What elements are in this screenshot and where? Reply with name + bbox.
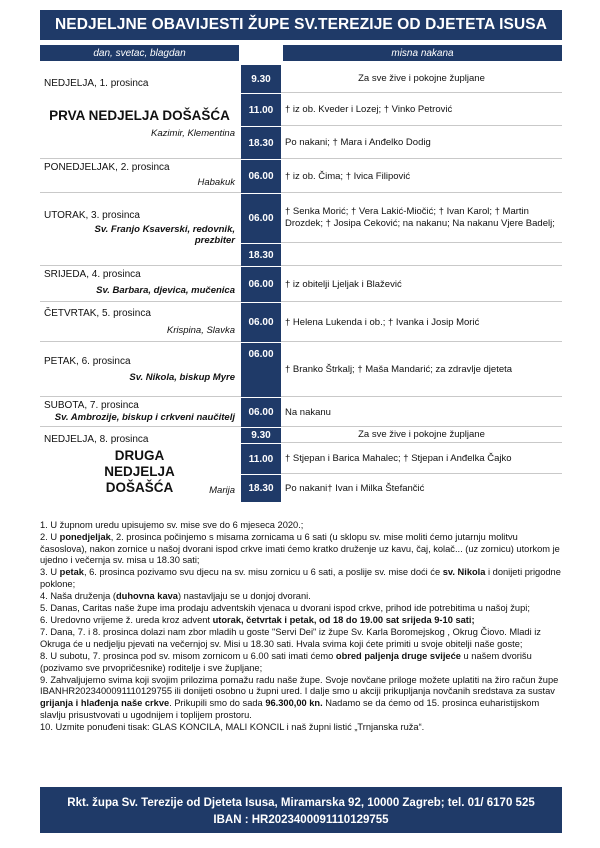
day-info <box>40 159 239 192</box>
day-name: NEDJELJA, 8. prosinca <box>44 434 149 445</box>
mass-slot <box>241 397 562 427</box>
day-info <box>40 427 239 502</box>
notice-text: utorak, četvrtak i petak, od 18 do 19.00 sat srijeda 9-10 sati; <box>212 615 475 626</box>
notice-text: grijanja i hlađenja naše crkve <box>40 697 170 708</box>
notice-text: 10. Uzmite ponuđeni tisak: GLAS KONCILA, MALI KONCIL i naš župni listić „Trnjanska ruža“. <box>40 721 425 732</box>
notice-item <box>40 627 562 650</box>
mass-slot <box>241 64 562 93</box>
notice-text: petak <box>59 567 84 578</box>
day-name: ČETVRTAK, 5. prosinca <box>44 308 151 319</box>
mass-slot <box>241 443 562 474</box>
column-header-day: dan, svetac, blagdan <box>40 45 239 61</box>
saint-name: Krispina, Slavka <box>166 325 235 336</box>
saint-name: Habakuk <box>197 177 235 188</box>
day-row <box>40 302 562 342</box>
mass-slot <box>241 193 562 243</box>
mass-time: 06.00 <box>241 160 281 193</box>
mass-intention: † Senka Morić; † Vera Lakić-Miočić; † Ivan Karol; † Martin Drozdek; † Josipa Ceković; na nakanu; Na nakanu Vjere Badelj; <box>281 194 562 243</box>
mass-time: 11.00 <box>241 444 281 474</box>
mass-time: 9.30 <box>241 428 281 443</box>
mass-intention: † Stjepan i Barica Mahalec; † Stjepan i Anđelka Čajko <box>281 444 562 474</box>
mass-intention: Za sve žive i pokojne župljane <box>281 65 562 93</box>
notice-text: sv. Nikola <box>442 567 486 578</box>
mass-slots <box>241 159 562 192</box>
footer-iban: IBAN : HR2023400091110129755 <box>213 814 389 826</box>
notice-text: , 2. prosinca počinjemo s misama zornicama u 6 sati (u sklopu sv. mise moliti ćemo jutarnju molitvu časoslova), nakon zornice u našoj dvorani ispod crkve imati ćemo kratko druženje uz kavu, čaj, kolač... (uz zornicu) utorkom je ujedno i večernja sv. misa u 18.30 sati; <box>40 532 560 566</box>
notice-text: , 6. prosinca pozivamo svu djecu na sv. misu zornicu u 6 sati, a poslije sv. mise doći će <box>83 567 443 578</box>
notice-text: u našem dvorišu (pozivamo sve prvopričesnike) roditelje i sve župljane; <box>40 651 532 673</box>
notice-text: 3. U <box>40 567 60 578</box>
notice-text: obred paljenja druge svijeće <box>335 651 461 662</box>
notice-text: 2. U <box>40 532 60 543</box>
mass-slots <box>241 397 562 426</box>
notice-text: . Prikupili smo do sada <box>169 697 266 708</box>
day-row <box>40 342 562 397</box>
mass-slot <box>241 159 562 193</box>
day-info <box>40 302 239 341</box>
mass-intention: Po nakani† Ivan i Milka Štefančić <box>285 482 425 494</box>
footer <box>40 787 562 833</box>
mass-slot <box>241 342 562 397</box>
day-row <box>40 159 562 193</box>
day-info <box>40 64 239 158</box>
mass-intention: Na nakanu <box>285 406 331 418</box>
day-name: SUBOTA, 7. prosinca <box>44 400 139 411</box>
notice-text: ) nastavljaju se u donjoj dvorani. <box>177 591 311 602</box>
saint-name: Sv. Ambrozije, biskup i crkveni naučitelj <box>54 412 235 423</box>
saint-name: Marija <box>209 485 235 496</box>
notice-text: 1. U župnom uredu upisujemo sv. mise sve do 6 mjeseca 2020.; <box>40 520 304 530</box>
notice-item <box>40 532 562 567</box>
mass-slot <box>241 474 562 502</box>
notice-text: 96.300,00 kn. <box>265 697 323 708</box>
day-row <box>40 266 562 302</box>
notice-text: 5. Danas, Caritas naše župe ima prodaju adventskih vjenaca u dvorani ispod crkve, prihod ide potrebitima u našoj župi; <box>40 603 530 614</box>
day-row <box>40 64 562 159</box>
notice-text: i donijeti prigodne poklone; <box>40 567 561 589</box>
notice-text: 8. U subotu, 7. prosinca pod sv. misom zornicom u 6.00 sati imati ćemo <box>40 651 336 662</box>
mass-slot <box>241 302 562 342</box>
saint-name: Kazimir, Klementina <box>151 128 235 139</box>
saint-name: Sv. Barbara, djevica, mučenica <box>96 285 235 296</box>
mass-slots <box>241 342 562 396</box>
day-row <box>40 427 562 502</box>
mass-intention: † iz ob. Kveder i Lozej; † Vinko Petrović <box>281 94 562 126</box>
day-info <box>40 397 239 426</box>
day-name: PONEDJELJAK, 2. prosinca <box>44 162 170 173</box>
notice-text: 4. Naša druženja ( <box>40 591 116 602</box>
mass-time: 06.00 <box>241 267 281 302</box>
mass-slot <box>241 93 562 126</box>
mass-slots <box>241 427 562 502</box>
saint-name: Sv. Franjo Ksaverski, redovnik, prezbiter <box>94 224 235 246</box>
mass-time: 18.30 <box>241 244 281 266</box>
notice-item <box>40 615 562 627</box>
page-title: NEDJELJNE OBAVIJESTI ŽUPE SV.TEREZIJE OD DJETETA ISUSA <box>40 10 562 40</box>
notices-list <box>40 520 562 734</box>
notice-text: 6. Uredovno vrijeme ž. ureda kroz advent <box>40 615 213 626</box>
mass-time: 06.00 <box>241 343 281 397</box>
mass-slots <box>241 64 562 158</box>
notice-item <box>40 651 562 674</box>
feast-title: PRVA NEDJELJA DOŠAŠĆA <box>49 108 230 123</box>
mass-intention: Za sve žive i pokojne župljane <box>281 428 562 443</box>
notice-item <box>40 591 562 603</box>
notice-item <box>40 675 562 721</box>
day-name: UTORAK, 3. prosinca <box>44 210 140 221</box>
notice-item <box>40 722 562 734</box>
mass-time: 06.00 <box>241 303 281 342</box>
notice-text: 7. Dana, 7. i 8. prosinca dolazi nam zbor mladih u goste "Servi Dei" iz župe Sv. Karla Boromejskog , Okrug Čiovo. Mladi iz Okruga će u nedjelju pjevati na večernjoj sv. Misi u 18.30 sati. Hvala svima koji ćete primiti u svoje obitelji naše goste; <box>40 627 541 649</box>
day-info <box>40 342 239 396</box>
day-row <box>40 193 562 266</box>
notice-text: duhovna kava <box>115 591 178 602</box>
mass-slots <box>241 302 562 341</box>
mass-intention: † iz obitelji Ljeljak i Blažević <box>285 278 402 290</box>
mass-time: 18.30 <box>241 475 281 502</box>
mass-time: 06.00 <box>241 398 281 427</box>
day-info <box>40 193 239 265</box>
notice-item <box>40 520 562 532</box>
mass-intention <box>281 244 562 266</box>
mass-time: 9.30 <box>241 65 281 93</box>
day-name: SRIJEDA, 4. prosinca <box>44 269 141 280</box>
mass-slot <box>241 243 562 266</box>
notice-text: ponedjeljak <box>59 532 111 543</box>
mass-slots <box>241 266 562 301</box>
mass-intention: Po nakani; † Mara i Anđelko Dodig <box>285 137 431 148</box>
feast-title: DRUGA NEDJELJA DOŠAŠĆA <box>104 448 175 495</box>
mass-slots <box>241 193 562 265</box>
footer-address: Rkt. župa Sv. Terezije od Djeteta Isusa, Miramarska 92, 10000 Zagreb; tel. 01/ 6170 525 <box>67 797 535 809</box>
saint-name: Sv. Nikola, biskup Myre <box>129 372 235 383</box>
column-header-intention: misna nakana <box>283 45 562 61</box>
notice-text: 9. Zahvaljujemo svima koji svojim prilozima pomažu radu naše župe. Svoje novčane priloge možete uplatiti na žiro račun župe IBANHR2023400091110129755 ili donijeti osobno u župni ured. I dalje smo u akciji prikupljanja novčanih sredstava za sustav <box>40 674 559 697</box>
mass-intention: † iz ob. Čima; † Ivica Filipović <box>285 170 411 182</box>
mass-intention: † Helena Lukenda i ob.; † Ivanka i Josip Morić <box>285 316 480 328</box>
mass-slot <box>241 126 562 159</box>
day-name: NEDJELJA, 1. prosinca <box>44 78 149 89</box>
day-name: PETAK, 6. prosinca <box>44 356 131 367</box>
mass-time: 06.00 <box>241 194 281 243</box>
day-info <box>40 266 239 301</box>
mass-slot <box>241 266 562 302</box>
mass-intention: † Branko Štrkalj; † Maša Mandarić; za zdravlje djeteta <box>285 364 513 375</box>
day-row <box>40 397 562 427</box>
mass-schedule-table <box>40 64 562 502</box>
notice-item <box>40 603 562 615</box>
mass-time: 18.30 <box>241 127 281 159</box>
notice-text: Nadamo se da ćemo od 15. prosinca euharistijskom slavlju prisustvovati u ugodnijem i toplijem prostoru. <box>40 697 540 720</box>
notice-item <box>40 567 562 590</box>
mass-slot <box>241 427 562 443</box>
mass-time: 11.00 <box>241 94 281 126</box>
